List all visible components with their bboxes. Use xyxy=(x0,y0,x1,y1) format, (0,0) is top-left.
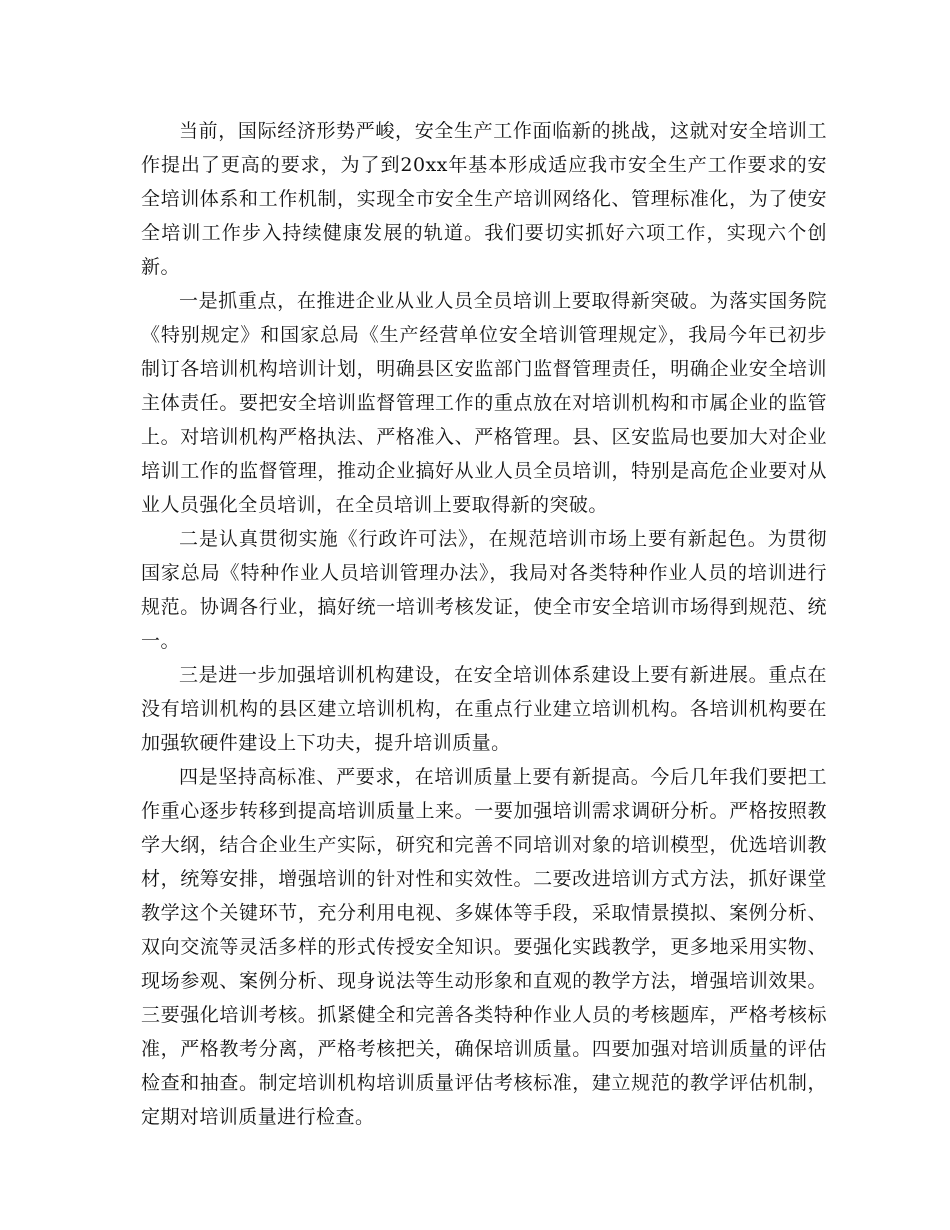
paragraph-item-4: 四是坚持高标准、严要求，在培训质量上要有新提高。今后几年我们要把工作重心逐步转移到提高培训质量上来。一要加强培训需求调研分析。严格按照教学大纲，结合企业生产实际，研究和完善不同培训对象的培训模型，优选培训教材，统筹安排，增强培训的针对性和实效性。二要改进培训方式方法，抓好课堂教学这个关键环节，充分利用电视、多媒体等手段，采取情景摸拟、案例分析、双向交流等灵活多样的形式传授安全知识。要强化实践教学，更多地采用实物、现场参观、案例分析、现身说法等生动形象和直观的教学方法，增强培训效果。三要强化培训考核。抓紧健全和完善各类特种作业人员的考核题库，严格考核标准，严格教考分离，严格考核把关，确保培训质量。四要加强对培训质量的评估检查和抽查。制定培训机构培训质量评估考核标准，建立规范的教学评估机制，定期对培训质量进行检查。 xyxy=(141,766,827,1128)
document-body xyxy=(141,114,827,1134)
paragraph-item-3: 三是进一步加强培训机构建设，在安全培训体系建设上要有新进展。重点在没有培训机构的县区建立培训机构，在重点行业建立培训机构。各培训机构要在加强软硬件建设上下功夫，提升培训质量。 xyxy=(141,664,827,754)
paragraph-item-1: 一是抓重点，在推进企业从业人员全员培训上要取得新突破。为落实国务院《特别规定》和国家总局《生产经营单位安全培训管理规定》，我局今年已初步制订各培训机构培训计划，明确县区安监部门监督管理责任，明确企业安全培训主体责任。要把安全培训监督管理工作的重点放在对培训机构和市属企业的监管上。对培训机构严格执法、严格准入、严格管理。县、区安监局也要加大对企业培训工作的监督管理，推动企业搞好从业人员全员培训，特别是高危企业要对从业人员强化全员培训，在全员培训上要取得新的突破。 xyxy=(141,290,827,516)
paragraph-intro: 当前，国际经济形势严峻，安全生产工作面临新的挑战，这就对安全培训工作提出了更高的要求，为了到20xx年基本形成适应我市安全生产工作要求的安全培训体系和工作机制，实现全市安全生产培训网络化、管理标准化，为了使安全培训工作步入持续健康发展的轨道。我们要切实抓好六项工作，实现六个创新。 xyxy=(141,120,827,278)
paragraph-item-2: 二是认真贯彻实施《行政许可法》，在规范培训市场上要有新起色。为贯彻国家总局《特种作业人员培训管理办法》，我局对各类特种作业人员的培训进行规范。协调各行业，搞好统一培训考核发证，使全市安全培训市场得到规范、统一。 xyxy=(141,528,827,652)
